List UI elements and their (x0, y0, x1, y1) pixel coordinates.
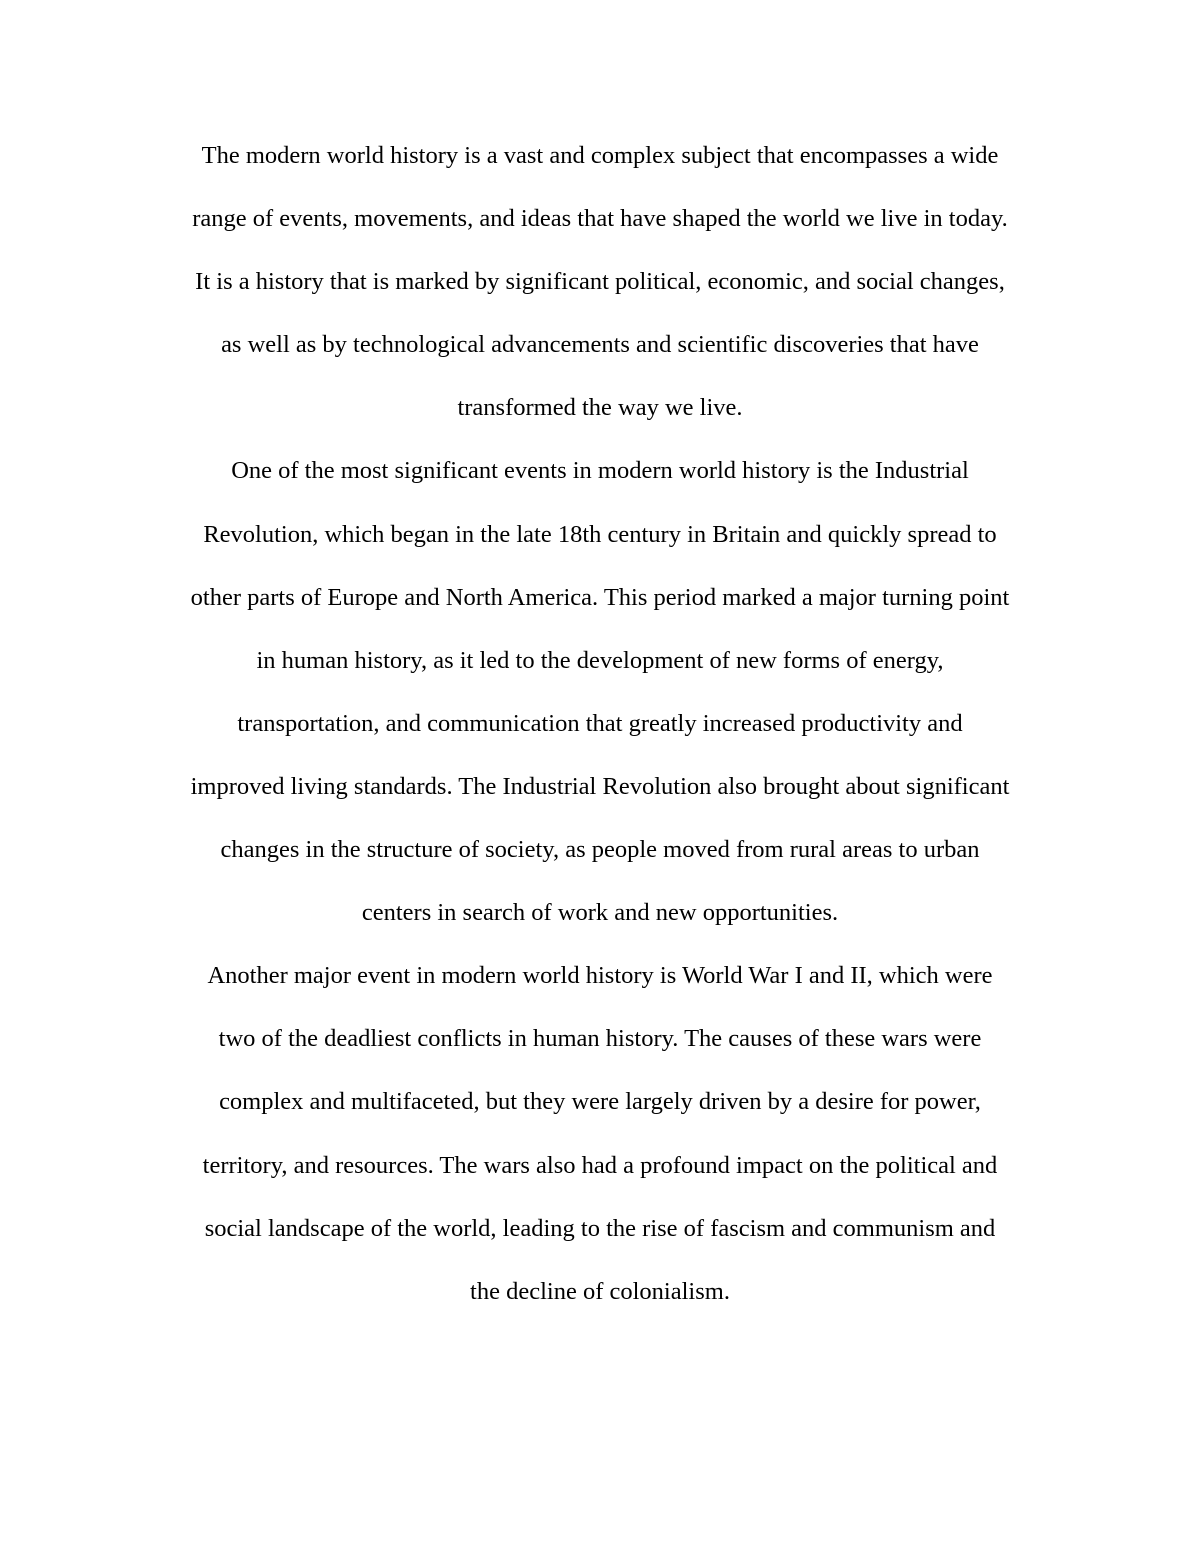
paragraph-line: centers in search of work and new opportunities. (361, 899, 839, 927)
document-body (120, 124, 1080, 1323)
paragraph-line: social landscape of the world, leading to the rise of fascism and communism and (204, 1214, 996, 1242)
paragraph-line: complex and multifaceted, but they were largely driven by a desire for power, (219, 1088, 981, 1116)
paragraph-line: changes in the structure of society, as people moved from rural areas to urban (220, 836, 980, 864)
paragraph-line: improved living standards. The Industrial Revolution also brought about significant (190, 772, 1010, 800)
paragraph-line: The modern world history is a vast and complex subject that encompasses a wide (201, 142, 999, 169)
paragraph-line: transportation, and communication that greatly increased productivity and (237, 709, 963, 737)
paragraph-line: in human history, as it led to the development of new forms of energy, (256, 646, 944, 674)
paragraph-1 (120, 124, 1080, 439)
paragraph-line: Revolution, which began in the late 18th century in Britain and quickly spread to (203, 520, 997, 548)
paragraph-line: transformed the way we live. (457, 394, 743, 422)
paragraph-line: One of the most significant events in modern world history is the Industrial (231, 457, 969, 485)
paragraph-line: It is a history that is marked by significant political, economic, and social changes, (195, 268, 1005, 296)
paragraph-line: two of the deadliest conflicts in human history. The causes of these wars were (218, 1025, 982, 1053)
paragraph-line: other parts of Europe and North America. This period marked a major turning point (190, 583, 1010, 611)
paragraph-2 (120, 439, 1080, 944)
paragraph-line: range of events, movements, and ideas that have shaped the world we live in today. (192, 205, 1008, 233)
paragraph-line: territory, and resources. The wars also had a profound impact on the political and (202, 1151, 998, 1179)
paragraph-3 (120, 944, 1080, 1323)
paragraph-line: Another major event in modern world history is World War I and II, which were (207, 962, 993, 990)
paragraph-line: the decline of colonialism. (470, 1277, 730, 1305)
paragraph-line: as well as by technological advancements and scientific discoveries that have (221, 331, 979, 359)
